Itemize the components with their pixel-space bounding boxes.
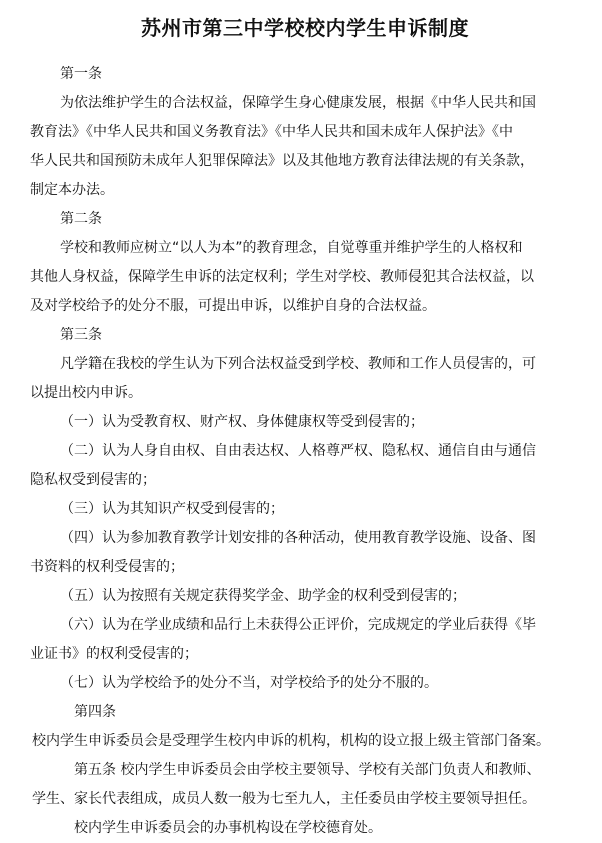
- paragraph-line: 华人民共和国预防未成年人犯罪保障法》以及其他地方教育法律法规的有关条款，: [30, 153, 534, 169]
- article-heading: 第二条: [60, 211, 102, 227]
- article-1: [30, 60, 580, 205]
- list-item: （一）认为受教育权、财产权、身体健康权等受到侵害的；: [60, 414, 424, 430]
- paragraph-line: 凡学籍在我校的学生认为下列合法权益受到学校、教师和工作人员侵害的，可: [60, 356, 536, 372]
- paragraph-line: 教育法》《中华人民共和国义务教育法》《中华人民共和国未成年人保护法》《中: [30, 124, 513, 140]
- paragraph-line: 校内学生申诉委员会的办事机构设在学校德育处。: [74, 820, 382, 836]
- list-item: （二）认为人身自由权、自由表达权、人格尊严权、隐私权、通信自由与通信: [60, 443, 536, 459]
- paragraph-line: 制定本办法。: [30, 182, 114, 198]
- paragraph-line: 及对学校给予的处分不服，可提出申诉，以维护自身的合法权益。: [30, 298, 436, 314]
- paragraph-line: 学生、家长代表组成，成员人数一般为七至九人，主任委员由学校主要领导担任。: [32, 791, 536, 807]
- list-item: （六）认为在学业成绩和品行上未获得公正评价，完成规定的学业后获得《毕: [60, 617, 536, 633]
- list-item-continuation: 书资料的权利受侵害的；: [30, 559, 184, 575]
- list-item: （三）认为其知识产权受到侵害的；: [60, 501, 284, 517]
- article-heading: 第三条: [60, 327, 102, 343]
- paragraph-line: 学校和教师应树立“以人为本”的教育理念，自觉尊重并维护学生的人格权和: [60, 240, 523, 256]
- list-item: （四）认为参加教育教学计划安排的各种活动，使用教育教学设施、设备、图: [60, 530, 536, 546]
- article-4: [30, 698, 580, 756]
- paragraph-line: 第五条 校内学生申诉委员会由学校主要领导、学校有关部门负责人和教师、: [74, 762, 541, 778]
- paragraph-line: 其他人身权益，保障学生申诉的法定权利；学生对学校、教师侵犯其合法权益，以: [30, 269, 534, 285]
- list-item-continuation: 业证书》的权利受侵害的；: [30, 646, 198, 662]
- paragraph-line: 为依法维护学生的合法权益，保障学生身心健康发展，根据《中华人民共和国: [60, 95, 536, 111]
- article-heading: 第一条: [60, 66, 102, 82]
- list-item-continuation: 隐私权受到侵害的；: [30, 472, 156, 488]
- document-title: 苏州市第三中学校校内学生申诉制度: [141, 16, 469, 40]
- article-5: [30, 756, 580, 843]
- paragraph-line: 以提出校内申诉。: [30, 385, 142, 401]
- list-item: （七）认为学校给予的处分不当，对学校给予的处分不服的。: [60, 675, 438, 691]
- article-heading: 第四条: [74, 704, 116, 720]
- list-item: （五）认为按照有关规定获得奖学金、助学金的权利受到侵害的；: [60, 588, 466, 604]
- article-3: [30, 321, 580, 698]
- article-2: [30, 205, 580, 321]
- paragraph-line: 校内学生申诉委员会是受理学生校内申诉的机构，机构的设立报上级主管部门备案。: [32, 733, 550, 749]
